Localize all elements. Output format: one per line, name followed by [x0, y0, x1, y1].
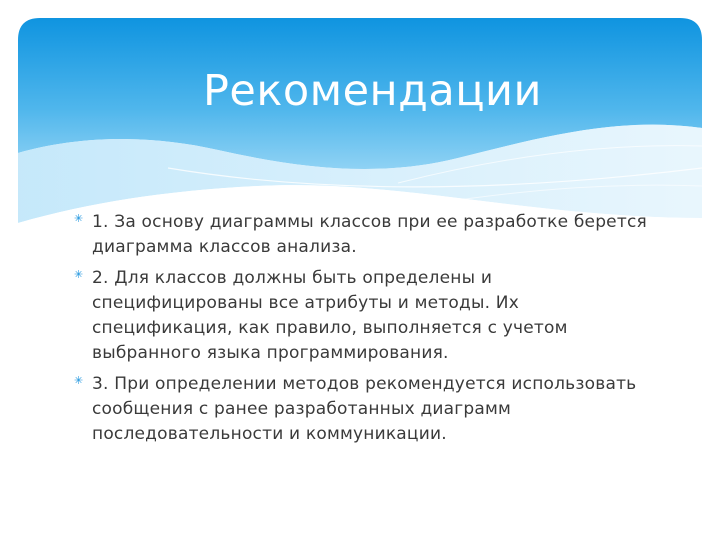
asterisk-bullet-icon: ✳ [74, 268, 84, 281]
bullet-item [74, 210, 664, 260]
bullet-list [74, 210, 664, 453]
slide-title: Рекомендации [203, 66, 542, 116]
header-banner [18, 18, 702, 223]
bullet-text: 2. Для классов должны быть определены и специфицированы все атрибуты и методы. Их спецификация, как правило, выполняется с учетом выбранного языка программирования. [92, 268, 568, 363]
bullet-item [74, 266, 664, 366]
asterisk-bullet-icon: ✳ [74, 212, 84, 225]
wave-banner [18, 18, 702, 223]
bullet-text: 1. За основу диаграммы классов при ее разработке берется диаграмма классов анализа. [92, 212, 647, 257]
bullet-item [74, 372, 664, 447]
bullet-text: 3. При определении методов рекомендуется использовать сообщения с ранее разработанных диаграмм последовательности и коммуникации. [92, 374, 637, 444]
asterisk-bullet-icon: ✳ [74, 374, 84, 387]
